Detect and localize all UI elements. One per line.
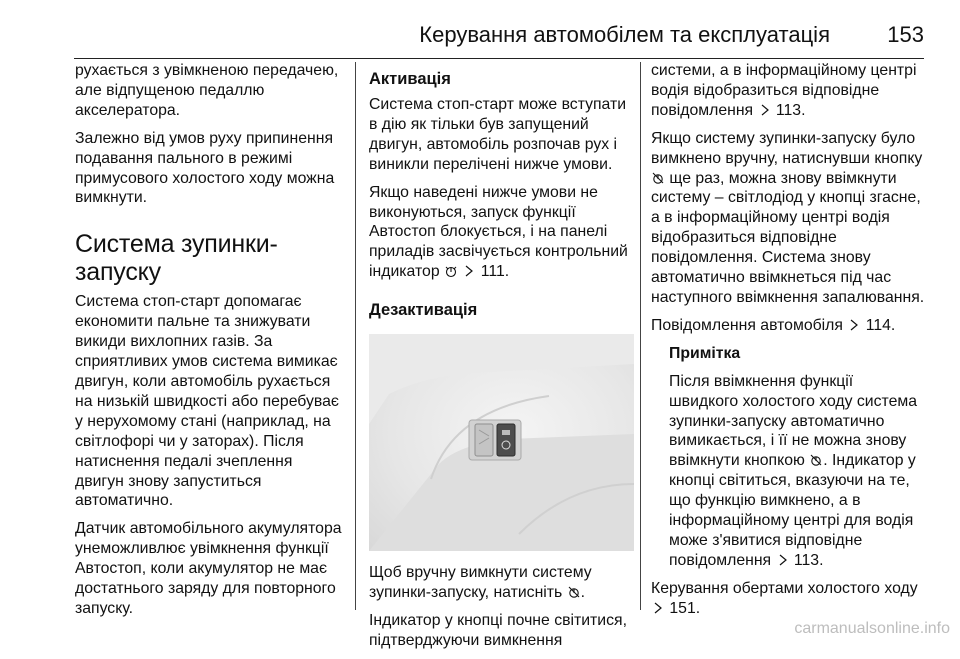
page-ref-arrow-icon xyxy=(758,103,772,117)
subsection-title-deactivation: Дезактивація xyxy=(369,301,478,320)
stop-start-button-photo xyxy=(369,334,634,551)
paragraph: Система стоп-старт допомагає економити пальне та знижувати викиди вихлопних газів. За сприятливих умов система вимикає двигун, коли автомобіль рухається на низькій швидкості або перебуває у нерухомому стані (наприклад, на світлофорі чи у заторах). Після натиснення педалі зчеплення двигун знову запуститься автоматично. xyxy=(75,293,339,510)
paragraph xyxy=(651,61,926,121)
column-left xyxy=(75,61,345,627)
dashboard-illustration xyxy=(369,334,634,551)
paragraph: Щоб вручну вимкнути систему зупинки-запуску, натисніть . xyxy=(369,564,592,602)
page-reference: 111. xyxy=(480,263,510,281)
page-ref-arrow-icon xyxy=(651,601,665,615)
paragraph xyxy=(651,579,926,619)
note-title: Примітка xyxy=(669,344,741,362)
paragraph: рухається з увімкненою передачею, але відпущеною педаллю акселератора. xyxy=(75,62,339,119)
paragraph: Система стоп-старт може вступати в дію як тільки був запущений двигун, автомобіль розпочав рух і виникли перелічені нижче умови. xyxy=(369,96,627,173)
paragraph-text: Повідомлення автомобіля xyxy=(651,316,843,334)
column-middle xyxy=(369,63,634,659)
page-header xyxy=(0,0,960,60)
column-divider xyxy=(355,62,356,610)
paragraph-text: Після ввімкнення функції швидкого холостого ходу система зупинки-запуску автоматично вимикається, і її не можна знову ввімкнути кнопкою xyxy=(669,372,918,470)
column-right xyxy=(651,61,926,627)
page-ref-arrow-icon xyxy=(847,318,861,332)
subsection-title-activation: Активація xyxy=(369,70,451,88)
note-text xyxy=(669,372,926,571)
paragraph: Індикатор у кнопці почне світитися, підтверджуючи вимкнення xyxy=(369,611,627,649)
paragraph xyxy=(369,183,634,283)
watermark: carmanualsonline.info xyxy=(794,620,950,637)
page-reference: 113. xyxy=(793,551,824,569)
paragraph-text: ще раз, можна знову ввімкнути систему – світлодіод у кнопці згасне, а в інформаційному центрі водія відобразиться відповідне повідомлення. Система знову автоматично ввімкнеться під час наступного ввімкнення запалювання. xyxy=(651,169,925,306)
paragraph-text: . Індикатор у кнопці світиться, вказуючи на те, що функцію вимкнено, а в інформаційному центрі для водія може з'явитися відповідне повідомлення xyxy=(669,452,916,569)
page-number: 153 xyxy=(887,22,924,47)
paragraph-text: Якщо наведені нижче умови не виконуються, запуск функції Автостоп блокується, і на панелі приладів засвічується контрольний індикатор xyxy=(369,183,628,281)
section-title: Система зупинки-запуску xyxy=(75,230,278,287)
note-block xyxy=(651,344,926,571)
stop-start-button-icon xyxy=(809,453,823,467)
paragraph: Датчик автомобільного акумулятора унеможливлює увімкнення функції Автостоп, коли акумулятор не має достатнього заряду для повторного запуску. xyxy=(75,520,342,617)
stop-start-button-icon xyxy=(651,171,665,185)
paragraph: Залежно від умов руху припинення подавання пального в режимі примусового холостого ходу можна вимкнути. xyxy=(75,129,335,207)
page-reference: 114. xyxy=(865,316,896,334)
page-title: Керування автомобілем та експлуатація xyxy=(419,22,830,47)
column-divider xyxy=(640,62,641,610)
paragraph-text: системи, а в інформаційному центрі водія відобразиться відповідне повідомлення xyxy=(651,62,917,119)
paragraph xyxy=(651,316,926,336)
header-rule xyxy=(74,58,924,59)
auto-stop-indicator-icon xyxy=(444,264,458,278)
page-ref-arrow-icon xyxy=(462,264,476,278)
page-reference: 151. xyxy=(669,599,701,617)
page-ref-arrow-icon xyxy=(776,553,790,567)
stop-start-button-icon xyxy=(567,585,581,599)
paragraph xyxy=(651,129,926,308)
page-reference: 113. xyxy=(775,101,806,119)
paragraph-text: Якщо систему зупинки-запуску було вимкнено вручну, натиснувши кнопку xyxy=(651,129,923,167)
paragraph-text: Щоб вручну вимкнути систему зупинки-запуску, натисніть xyxy=(369,564,592,602)
paragraph-text: Керування обертами холостого ходу xyxy=(651,579,918,597)
